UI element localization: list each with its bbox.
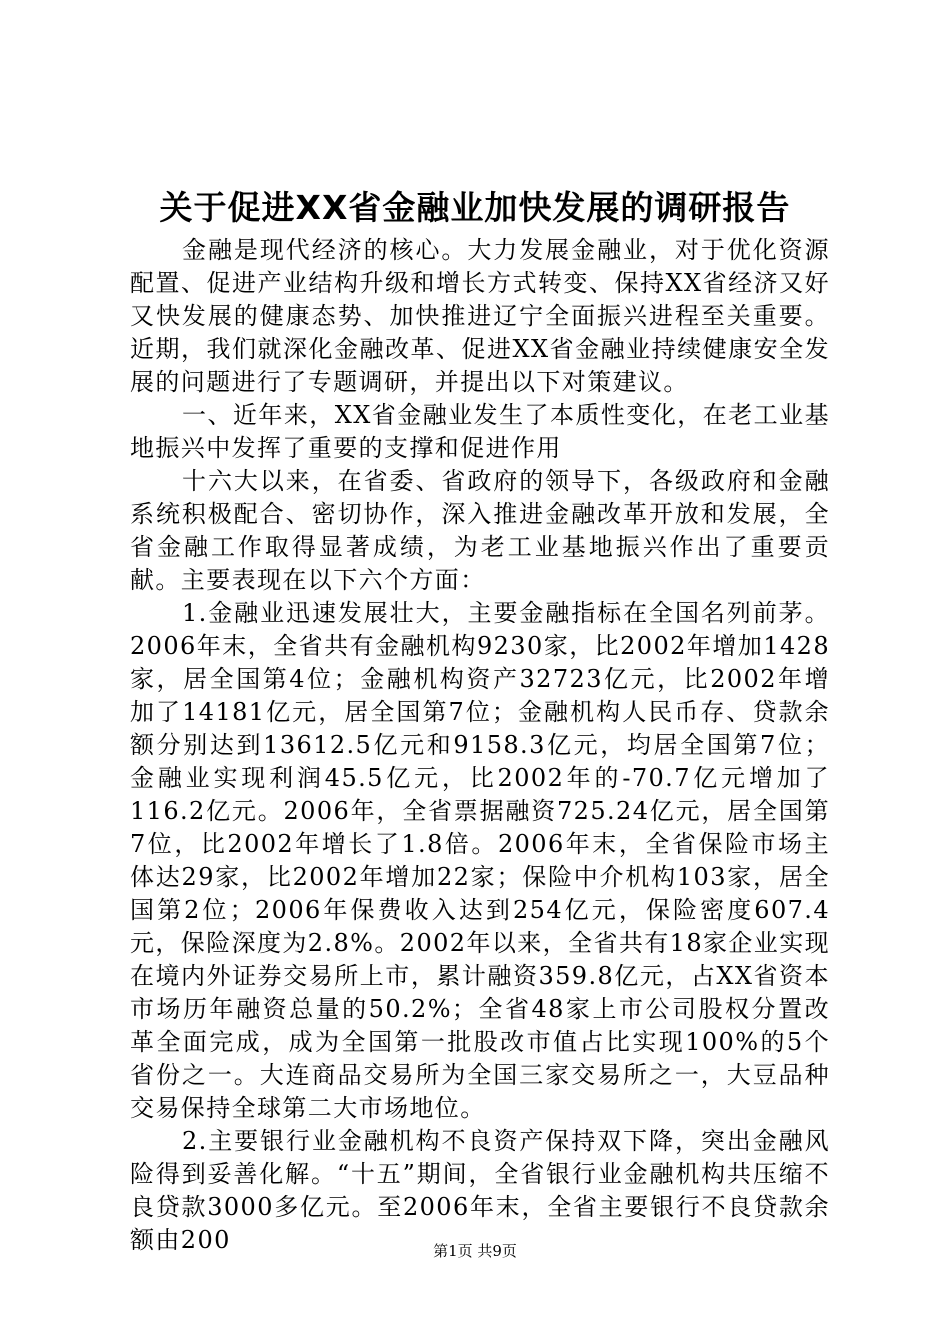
section-heading-1: 一、近年来，XX省金融业发生了本质性变化，在老工业基地振兴中发挥了重要的支撑和促进作用 bbox=[130, 401, 830, 462]
point-1-paragraph: 1.金融业迅速发展壮大，主要金融指标在全国名列前茅。2006年末，全省共有金融机构9230家，比2002年增加1428家，居全国第4位；金融机构资产32723亿元，比2002年增加了14181亿元，居全国第7位；金融机构人民币存、贷款余额分别达到13612.5亿元和9158.3亿元，均居全国第7位；金融业实现利润45.5亿元，比2002年的-70.7亿元增加了116.2亿元。2006年，全省票据融资725.24亿元，居全国第7位，比2002年增长了1.8倍。2006年末，全省保险市场主体达29家，比2002年增加22家；保险中介机构103家，居全国第2位；2006年保费收入达到254亿元，保险密度607.4元，保险深度为2.8%。2002年以来，全省共有18家企业实现在境内外证券交易所上市，累计融资359.8亿元，占XX省资本市场历年融资总量的50.2%；全省48家上市公司股权分置改革全面完成，成为全国第一批股改市值占比实现100%的5个省份之一。大连商品交易所为全国三家交易所之一，大豆品种交易保持全球第二大市场地位。 bbox=[130, 599, 830, 1122]
intro-paragraph: 金融是现代经济的核心。大力发展金融业，对于优化资源配置、促进产业结构升级和增长方式转变、保持XX省经济又好又快发展的健康态势、加快推进辽宁全面振兴进程至关重要。近期，我们就深化金融改革、促进XX省金融业持续健康安全发展的问题进行了专题调研，并提出以下对策建议。 bbox=[130, 236, 830, 396]
document-body bbox=[130, 234, 830, 1257]
document-title: 关于促进XX省金融业加快发展的调研报告 bbox=[159, 188, 791, 227]
point-2-paragraph: 2.主要银行业金融机构不良资产保持双下降，突出金融风险得到妥善化解。“十五”期间，全省银行业金融机构共压缩不良贷款3000多亿元。至2006年末，全省主要银行不良贷款余额由200 bbox=[130, 1127, 830, 1254]
overview-paragraph: 十六大以来，在省委、省政府的领导下，各级政府和金融系统积极配合、密切协作，深入推进金融改革开放和发展，全省金融工作取得显著成绩，为老工业基地振兴作出了重要贡献。主要表现在以下六个方面： bbox=[130, 467, 830, 594]
page-number-footer: 第1页 共9页 bbox=[433, 1242, 517, 1260]
